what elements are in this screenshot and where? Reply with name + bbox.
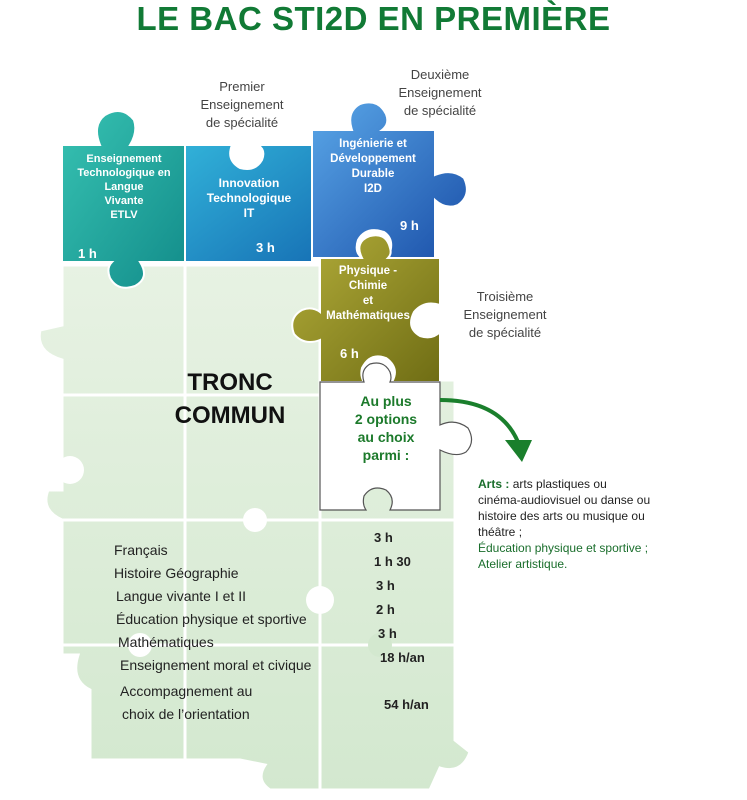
etlv-label: Enseignement Technologique en Langue Vivante ETLV	[77, 153, 171, 221]
it-hours: 3 h	[256, 240, 275, 255]
i2d-hours: 9 h	[400, 218, 419, 233]
hours-emc: 18 h/an	[380, 650, 425, 665]
options-label: Au plus 2 options au choix parmi :	[354, 393, 418, 463]
second-specialty-label: Deuxième Enseignement de spécialité	[398, 67, 482, 118]
i2d-label: Ingénierie et Développement Durable I2D	[330, 138, 416, 195]
hours-orientation: 54 h/an	[384, 697, 429, 712]
hours-histoire-geo: 1 h 30	[374, 554, 411, 569]
page-title: LE BAC STI2D EN PREMIÈRE	[136, 0, 611, 37]
pcm-hours: 6 h	[340, 346, 359, 361]
subject-eps: Éducation physique et sportive	[116, 611, 307, 627]
third-specialty-label: Troisième Enseignement de spécialité	[463, 289, 547, 340]
pcm-label: Physique - Chimie et Mathématiques	[326, 265, 410, 322]
first-specialty-label: Premier Enseignement de spécialité	[200, 79, 284, 130]
subject-langue-vivante: Langue vivante I et II	[116, 588, 246, 604]
subject-francais: Français	[114, 542, 168, 558]
it-label: Innovation Technologique IT	[206, 176, 292, 220]
hours-francais: 3 h	[374, 530, 393, 545]
hours-maths: 3 h	[378, 626, 397, 641]
hours-langue-vivante: 3 h	[376, 578, 395, 593]
arts-options-text: Arts : arts plastiques ou cinéma-audiovisuel ou danse ou histoire des arts ou musique ou théâtre ; Éducation physique et sportive ; Atelier artistique.	[478, 477, 651, 571]
subject-emc: Enseignement moral et civique	[120, 657, 312, 673]
etlv-hours: 1 h	[78, 246, 97, 261]
tronc-commun-title: TRONC COMMUN	[174, 369, 286, 429]
subject-accompagnement: Accompagnement au	[120, 683, 253, 699]
subject-maths: Mathématiques	[118, 634, 214, 650]
subject-histoire-geo: Histoire Géographie	[114, 565, 239, 581]
hours-eps: 2 h	[376, 602, 395, 617]
subject-orientation: choix de l’orientation	[122, 706, 250, 722]
